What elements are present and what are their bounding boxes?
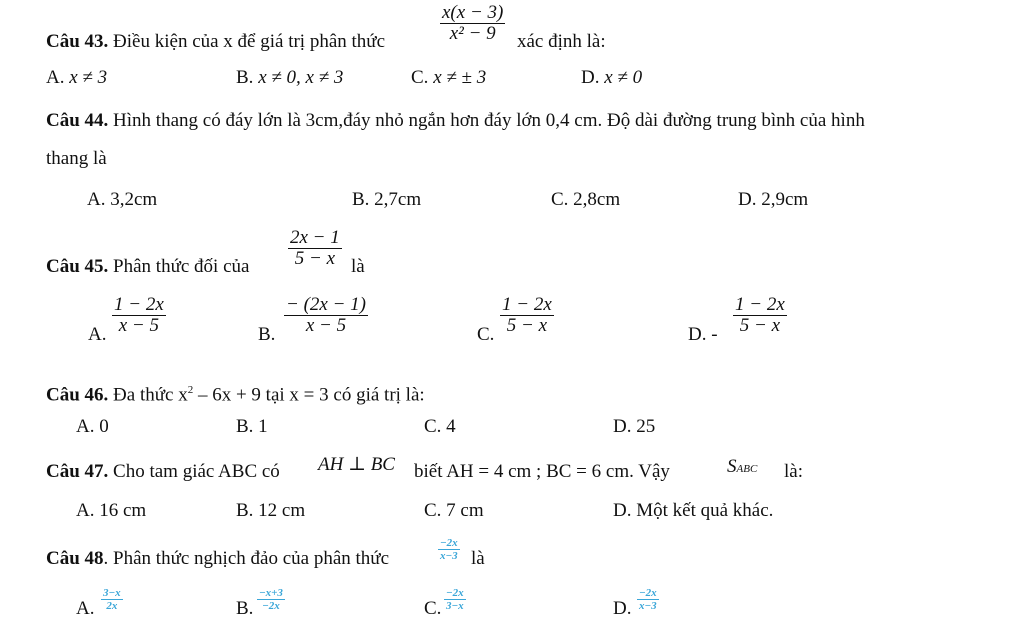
- fraction-numerator: −2x: [639, 587, 657, 599]
- q45-option-c-fraction[interactable]: [500, 295, 554, 336]
- fraction-denominator: x − 5: [305, 315, 347, 336]
- fraction-numerator: 1 − 2x: [735, 294, 785, 315]
- fraction-numerator: −x+3: [259, 587, 283, 599]
- fraction-denominator: x² − 9: [449, 23, 496, 44]
- q47-option-c[interactable]: C. 7 cm: [424, 500, 484, 521]
- fraction-numerator: 1 − 2x: [114, 294, 164, 315]
- question-43-fraction: [440, 3, 505, 44]
- question-44-text: Hình thang có đáy lớn là 3cm,đáy nhỏ ngắn hơn đáy lớn 0,4 cm. Độ dài đường trung bình của hình: [113, 110, 865, 131]
- q44-option-d[interactable]: D. 2,9cm: [738, 189, 809, 210]
- question-47-stem: [46, 461, 280, 483]
- q47-option-b[interactable]: B. 12 cm: [236, 500, 306, 521]
- option-math: x ≠ ± 3: [433, 67, 487, 88]
- fraction-numerator: −2x: [446, 587, 464, 599]
- option-math: x ≠ 3: [69, 67, 108, 88]
- fraction-denominator: 2x: [106, 600, 118, 612]
- q43-option-b[interactable]: [236, 67, 343, 89]
- q45-option-d-fraction[interactable]: [733, 295, 787, 336]
- fraction-denominator: 3−x: [446, 600, 464, 612]
- question-46-text-b: – 6x + 9 tại x = 3 có giá trị là:: [193, 384, 425, 406]
- q48-option-d-fraction[interactable]: [637, 587, 659, 612]
- q45-option-b-fraction[interactable]: [284, 295, 368, 336]
- option-letter: D.: [581, 67, 600, 88]
- fraction-numerator: x(x − 3): [442, 2, 504, 23]
- fraction-denominator: x−3: [639, 600, 657, 612]
- area-s: S: [727, 456, 737, 477]
- exponent: 2: [187, 384, 194, 396]
- q45-option-a-letter[interactable]: A.: [88, 324, 107, 345]
- q45-option-c-letter[interactable]: C.: [477, 324, 495, 345]
- q44-option-a[interactable]: A. 3,2cm: [87, 189, 158, 210]
- q45-option-b-letter[interactable]: B.: [258, 324, 276, 345]
- fraction-denominator: 5 − x: [294, 248, 336, 269]
- q43-option-c[interactable]: [411, 67, 486, 89]
- q46-option-b[interactable]: B. 1: [236, 416, 268, 437]
- question-48-fraction: [438, 537, 460, 562]
- question-48-stem: [46, 548, 389, 570]
- q48-option-a-fraction[interactable]: [101, 587, 123, 612]
- q44-option-c[interactable]: C. 2,8cm: [551, 189, 621, 210]
- q48-option-b-letter[interactable]: B.: [236, 598, 254, 619]
- fraction-numerator: 3−x: [103, 587, 121, 599]
- option-math: x ≠ 0: [604, 67, 643, 88]
- question-43-text-after: xác định là:: [517, 31, 606, 52]
- q43-option-a[interactable]: [46, 67, 107, 89]
- question-47-text-after: là:: [784, 461, 803, 482]
- question-44-text-line2: thang là: [46, 148, 107, 169]
- question-48-text: . Phân thức nghịch đảo của phân thức: [103, 548, 390, 569]
- question-45-text: Phân thức đối của: [113, 256, 250, 277]
- option-letter: A.: [46, 67, 65, 88]
- fraction-numerator: 2x − 1: [290, 227, 340, 248]
- q43-option-d[interactable]: [581, 67, 642, 89]
- question-48-text-after: là: [471, 548, 485, 569]
- question-47-text: Cho tam giác ABC có: [113, 461, 280, 482]
- question-46-stem: [46, 379, 425, 406]
- q47-option-a[interactable]: A. 16 cm: [76, 500, 147, 521]
- question-44-stem: [46, 110, 865, 132]
- fraction-numerator: −2x: [440, 537, 458, 549]
- q47-option-d[interactable]: D. Một kết quả khác.: [613, 500, 774, 521]
- question-47-area-symbol: [727, 456, 757, 480]
- fraction-denominator: x − 5: [118, 315, 160, 336]
- question-47-label: Câu 47.: [46, 461, 109, 482]
- question-45-fraction: [288, 228, 342, 269]
- q44-option-b[interactable]: B. 2,7cm: [352, 189, 422, 210]
- q48-option-d-letter[interactable]: D.: [613, 598, 632, 619]
- question-44-label: Câu 44.: [46, 110, 109, 131]
- area-subscript: ABC: [736, 463, 758, 475]
- fraction-numerator: − (2x − 1): [286, 294, 366, 315]
- fraction-denominator: 5 − x: [506, 315, 548, 336]
- question-46-text-a: Đa thức x: [113, 384, 188, 406]
- q48-option-c-letter[interactable]: C.: [424, 598, 442, 619]
- option-letter: C.: [411, 67, 429, 88]
- question-46-label: Câu 46.: [46, 384, 109, 406]
- q48-option-b-fraction[interactable]: [257, 587, 285, 612]
- question-47-math: AH ⊥ BC: [318, 454, 395, 475]
- q46-option-c[interactable]: C. 4: [424, 416, 456, 437]
- q45-option-d-letter[interactable]: D. -: [688, 324, 718, 345]
- fraction-denominator: x−3: [440, 550, 458, 562]
- fraction-denominator: 5 − x: [739, 315, 781, 336]
- q48-option-c-fraction[interactable]: [444, 587, 466, 612]
- fraction-numerator: 1 − 2x: [502, 294, 552, 315]
- question-47-text-mid: biết AH = 4 cm ; BC = 6 cm. Vậy: [414, 461, 670, 482]
- option-letter: B.: [236, 67, 254, 88]
- question-43-stem: [46, 31, 385, 53]
- question-48-label: Câu 48: [46, 548, 104, 569]
- q46-option-a[interactable]: A. 0: [76, 416, 109, 437]
- question-45-text-after: là: [351, 256, 365, 277]
- fraction-denominator: −2x: [262, 600, 280, 612]
- question-45-label: Câu 45.: [46, 256, 109, 277]
- q45-option-a-fraction[interactable]: [112, 295, 166, 336]
- q48-option-a-letter[interactable]: A.: [76, 598, 95, 619]
- question-45-stem: [46, 256, 249, 278]
- question-43-label: Câu 43.: [46, 31, 109, 52]
- question-43-text: Điều kiện của x để giá trị phân thức: [113, 31, 386, 52]
- option-math: x ≠ 0, x ≠ 3: [258, 67, 344, 88]
- q46-option-d[interactable]: D. 25: [613, 416, 656, 437]
